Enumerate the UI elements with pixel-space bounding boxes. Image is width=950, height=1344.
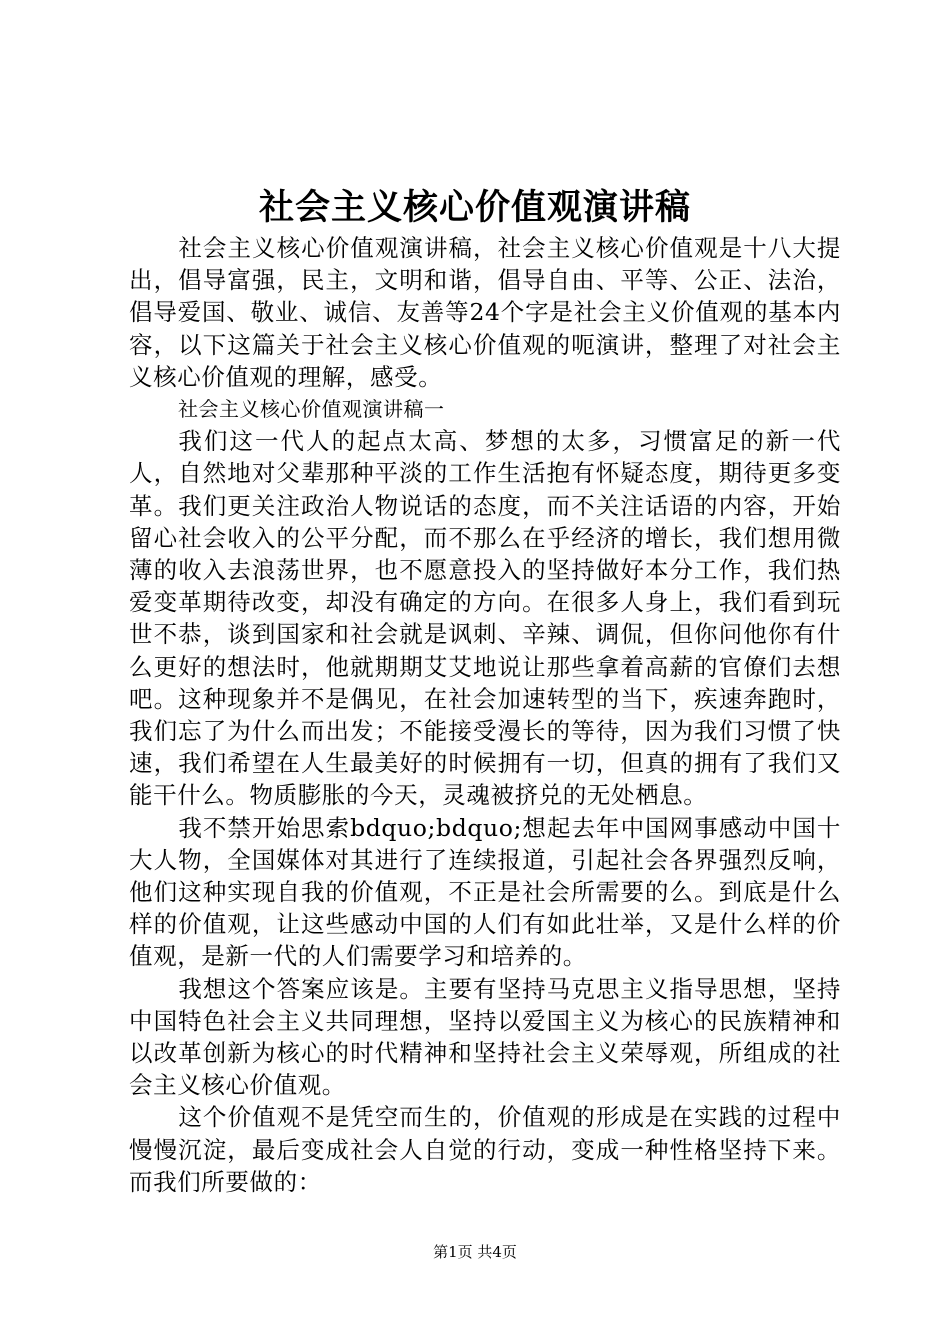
paragraph-2: 我不禁开始思索bdquo;bdquo;想起去年中国网事感动中国十大人物，全国媒体对其进行了连续报道，引起社会各界强烈反响，他们这种实现自我的价值观，不正是社会所需要的么。到底是什么样的价值观，让这些感动中国的人们有如此壮举，又是什么样的价值观，是新一代的人们需要学习和培养的。: [129, 813, 841, 971]
paragraph-intro: 社会主义核心价值观演讲稿，社会主义核心价值观是十八大提出，倡导富强，民主，文明和谐，倡导自由、平等、公正、法治，倡导爱国、敬业、诚信、友善等24个字是社会主义价值观的基本内容，以下这篇关于社会主义核心价值观的呃演讲，整理了对社会主义核心价值观的理解，感受。: [129, 234, 841, 391]
document-title: 社会主义核心价值观演讲稿: [258, 187, 691, 228]
paragraph-4: 这个价值观不是凭空而生的，价值观的形成是在实践的过程中慢慢沉淀，最后变成社会人自觉的行动，变成一种性格坚持下来。而我们所要做的：: [129, 1103, 841, 1196]
section-subheading: 社会主义核心价值观演讲稿一: [178, 397, 445, 422]
paragraph-1: 我们这一代人的起点太高、梦想的太多，习惯富足的新一代人，自然地对父辈那种平淡的工作生活抱有怀疑态度，期待更多变革。我们更关注政治人物说话的态度，而不关注话语的内容，开始留心社会收入的公平分配，而不那么在乎经济的增长，我们想用微薄的收入去浪荡世界，也不愿意投入的坚持做好本分工作，我们热爱变革期待改变，却没有确定的方向。在很多人身上，我们看到玩世不恭，谈到国家和社会就是讽刺、辛辣、调侃，但你问他你有什么更好的想法时，他就期期艾艾地说让那些拿着高薪的官僚们去想吧。这种现象并不是偶见，在社会加速转型的当下，疾速奔跑时，我们忘了为什么而出发；不能接受漫长的等待，因为我们习惯了快速，我们希望在人生最美好的时候拥有一切，但真的拥有了我们又能干什么。物质膨胀的今天，灵魂被挤兑的无处栖息。: [129, 427, 841, 810]
document-body: [129, 232, 841, 1198]
paragraph-3: 我想这个答案应该是。主要有坚持马克思主义指导思想，坚持中国特色社会主义共同理想，坚持以爱国主义为核心的民族精神和以改革创新为核心的时代精神和坚持社会主义荣辱观，所组成的社会主义核心价值观。: [129, 974, 841, 1100]
page-footer: 第1页 共4页: [433, 1243, 517, 1261]
